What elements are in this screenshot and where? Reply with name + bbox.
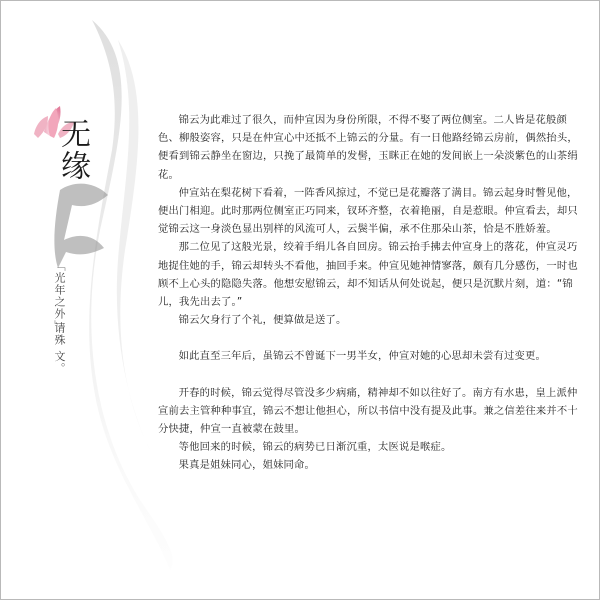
paragraph-4: 锦云欠身行了个礼，便算做是送了。 (178, 314, 347, 327)
paragraph-1: 锦云为此难过了很久，而仲宣因为身份所限，不得不娶了两位侧室。二人皆是花般颜色、柳般姿容，只是在仲宣心中还抵不上锦云的分量。有一日他路经锦云房前，偶然抬头，便看到锦云静坐在窗边，只挽了最简单的发髻，玉眯正在她的发间嵌上一朵淡紫色的山茶绢花。 (158, 114, 578, 181)
body-text (158, 111, 582, 475)
paragraph-7: 等他回来的时候，锦云的病势已日渐沉重，太医说是喉症。 (178, 441, 452, 454)
author-credit: 请殊 文。 (53, 322, 66, 375)
title: 无缘 (55, 118, 90, 182)
paragraph-3: 那二位见了这般光景，绞着手绢儿各自回房。锦云抬手拂去仲宣身上的落花，仲宣灵巧地捉住她的手，锦云却转头不看他，抽回手来。仲宣见她神情寥落，颇有几分感伤，一时也顾不上心头的隐隐失落。他想安慰锦云，却不知话从何处说起，便只是沉默片刻，道：“锦儿，我先出去了。” (158, 241, 578, 309)
subtitle: 「光年之外」 (53, 260, 66, 332)
paragraph-2: 仲宣站在梨花树下看着，一阵香风掠过，不觉已是花瓣落了满目。锦云起身时瞥见他，便出门相迎。此时那两位侧室正巧同来，钗环齐整，衣着艳丽，自是惹眼。仲宣看去，却只觉锦云这一身淡色显出别样的风流可人，云鬓半偏，承不住那朵山茶，恰是不胜娇羞。 (158, 186, 578, 236)
paragraph-5: 如此直至三年后，虽锦云不曾诞下一男半女，仲宣对她的心思却未尝有过变更。 (178, 350, 546, 363)
paragraph-8: 果真是姐妹同心，姐妹同命。 (178, 459, 316, 472)
brush-stroke-light (117, 40, 150, 450)
paragraph-6: 开春的时候，锦云觉得尽管没多少病痛，精神却不如以往好了。南方有水患，皇上派仲宣前去主管种种事宜，锦云不想让他担心，所以书信中没有提及此事。兼之信差往来并不十分快捷，仲宣一直被蒙在鼓里。 (158, 386, 578, 436)
